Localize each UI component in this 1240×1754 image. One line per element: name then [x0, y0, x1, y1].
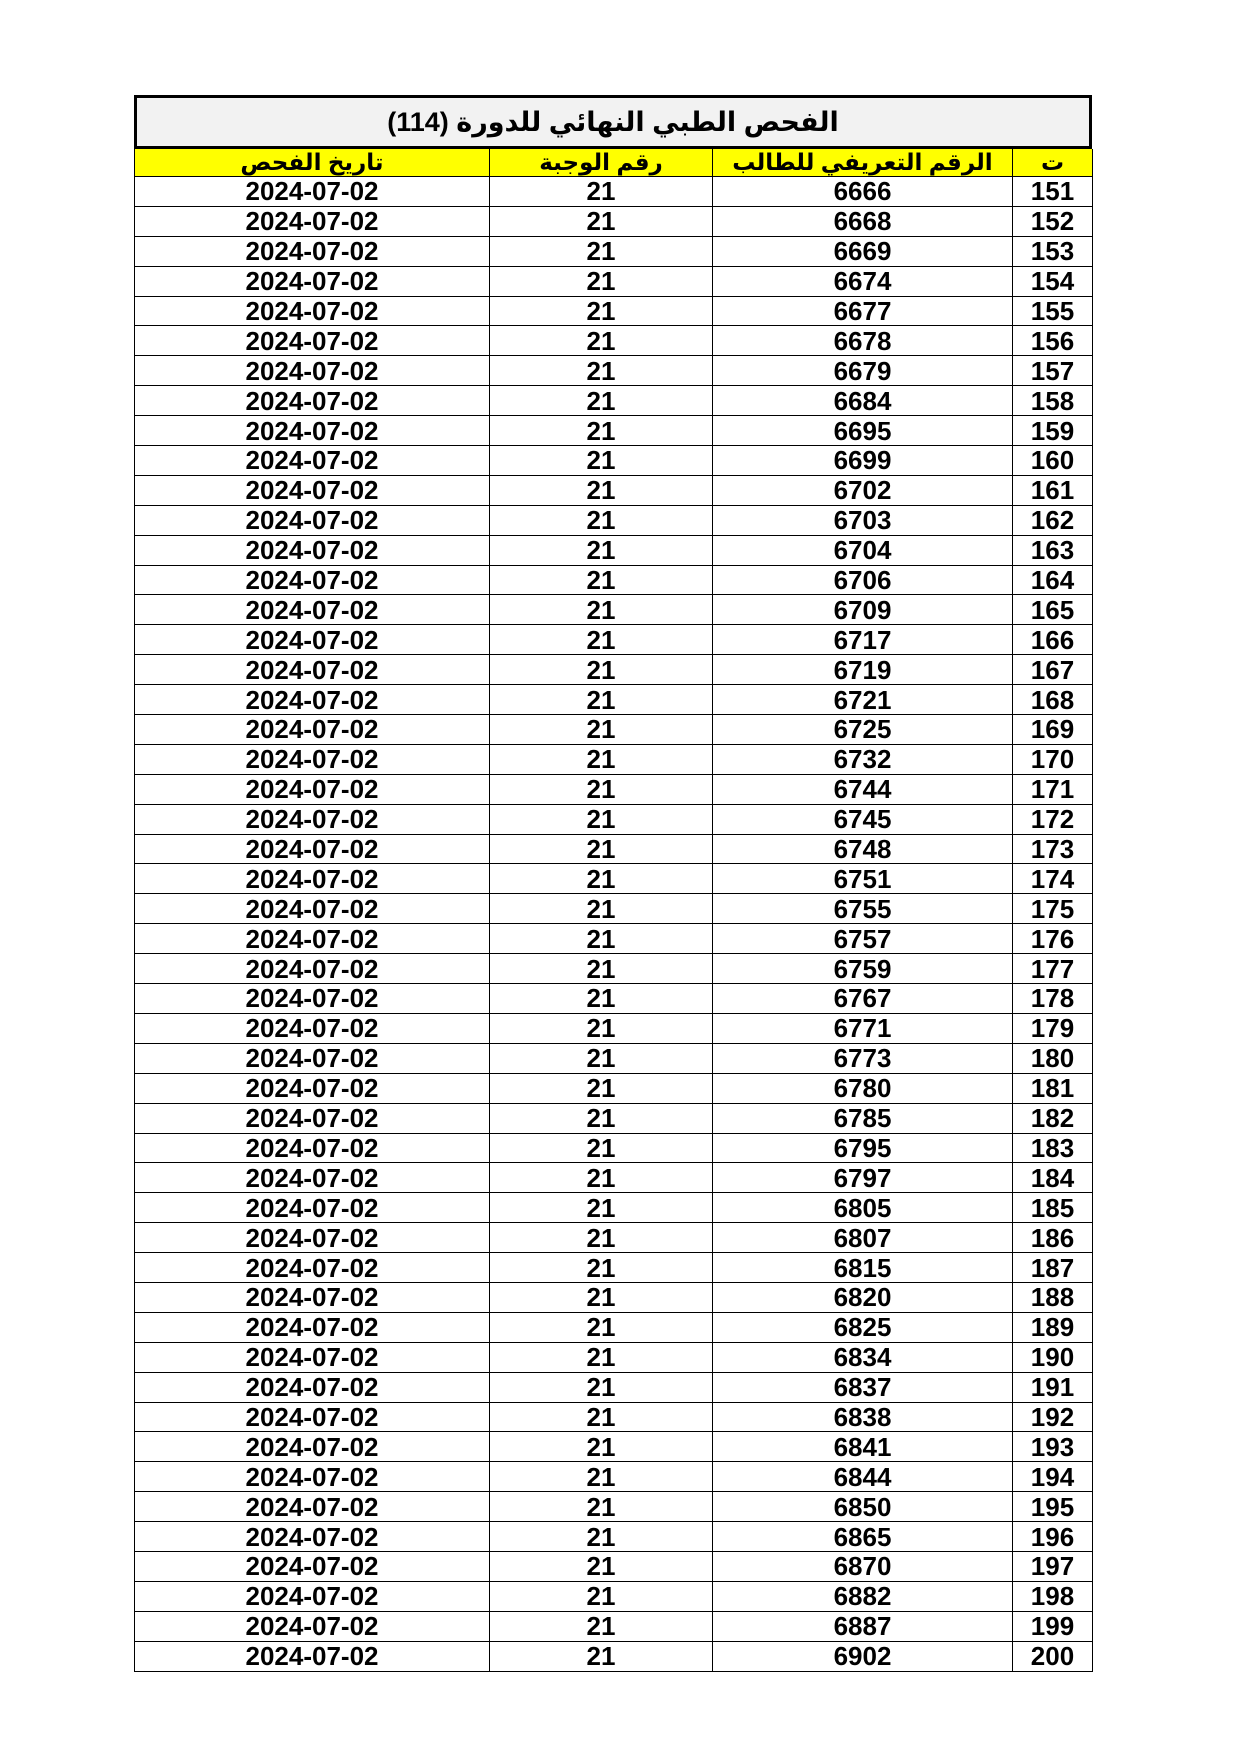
cell-no: 165 — [1013, 595, 1093, 625]
cell-exam-date: 2024-07-02 — [135, 206, 490, 236]
cell-no: 188 — [1013, 1282, 1093, 1312]
header-student-id: الرقم التعريفي للطالب — [713, 149, 1013, 177]
table-header-row — [135, 149, 1093, 177]
cell-student-id: 6744 — [713, 774, 1013, 804]
cell-no: 183 — [1013, 1133, 1093, 1163]
cell-meal-no: 21 — [490, 475, 713, 505]
document-title: الفحص الطبي النهائي للدورة (114) — [134, 95, 1092, 149]
cell-meal-no: 21 — [490, 1223, 713, 1253]
cell-exam-date: 2024-07-02 — [135, 924, 490, 954]
cell-exam-date: 2024-07-02 — [135, 1312, 490, 1342]
cell-no: 156 — [1013, 326, 1093, 356]
cell-meal-no: 21 — [490, 266, 713, 296]
cell-meal-no: 21 — [490, 1193, 713, 1223]
cell-no: 200 — [1013, 1641, 1093, 1671]
cell-no: 191 — [1013, 1372, 1093, 1402]
cell-exam-date: 2024-07-02 — [135, 1432, 490, 1462]
table-row — [135, 1611, 1093, 1641]
header-no: ت — [1013, 149, 1093, 177]
cell-no: 168 — [1013, 685, 1093, 715]
table-row — [135, 1103, 1093, 1133]
table-row — [135, 505, 1093, 535]
table-row — [135, 356, 1093, 386]
cell-no: 155 — [1013, 296, 1093, 326]
cell-meal-no: 21 — [490, 744, 713, 774]
cell-no: 186 — [1013, 1223, 1093, 1253]
cell-no: 178 — [1013, 984, 1093, 1014]
cell-meal-no: 21 — [490, 804, 713, 834]
cell-no: 174 — [1013, 864, 1093, 894]
cell-student-id: 6695 — [713, 416, 1013, 446]
table-row — [135, 864, 1093, 894]
cell-no: 171 — [1013, 774, 1093, 804]
table-row — [135, 1312, 1093, 1342]
cell-meal-no: 21 — [490, 1043, 713, 1073]
table-row — [135, 386, 1093, 416]
table-row — [135, 206, 1093, 236]
cell-student-id: 6706 — [713, 565, 1013, 595]
cell-exam-date: 2024-07-02 — [135, 1103, 490, 1133]
cell-exam-date: 2024-07-02 — [135, 625, 490, 655]
table-row — [135, 1133, 1093, 1163]
cell-no: 192 — [1013, 1402, 1093, 1432]
cell-no: 182 — [1013, 1103, 1093, 1133]
cell-exam-date: 2024-07-02 — [135, 685, 490, 715]
cell-student-id: 6674 — [713, 266, 1013, 296]
cell-no: 152 — [1013, 206, 1093, 236]
cell-meal-no: 21 — [490, 296, 713, 326]
cell-student-id: 6815 — [713, 1253, 1013, 1283]
cell-exam-date: 2024-07-02 — [135, 864, 490, 894]
cell-no: 184 — [1013, 1163, 1093, 1193]
cell-meal-no: 21 — [490, 236, 713, 266]
cell-student-id: 6771 — [713, 1013, 1013, 1043]
cell-exam-date: 2024-07-02 — [135, 296, 490, 326]
table-row — [135, 834, 1093, 864]
cell-meal-no: 21 — [490, 505, 713, 535]
header-exam-date: تاريخ الفحص — [135, 149, 490, 177]
cell-exam-date: 2024-07-02 — [135, 1193, 490, 1223]
cell-meal-no: 21 — [490, 595, 713, 625]
cell-meal-no: 21 — [490, 1133, 713, 1163]
cell-student-id: 6703 — [713, 505, 1013, 535]
table-row — [135, 1402, 1093, 1432]
cell-meal-no: 21 — [490, 834, 713, 864]
table-body — [135, 177, 1093, 1672]
cell-no: 197 — [1013, 1551, 1093, 1581]
cell-meal-no: 21 — [490, 1522, 713, 1552]
table-row — [135, 625, 1093, 655]
table-row — [135, 1043, 1093, 1073]
cell-student-id: 6759 — [713, 954, 1013, 984]
cell-exam-date: 2024-07-02 — [135, 804, 490, 834]
cell-student-id: 6825 — [713, 1312, 1013, 1342]
table-row — [135, 685, 1093, 715]
cell-meal-no: 21 — [490, 416, 713, 446]
cell-meal-no: 21 — [490, 954, 713, 984]
table-row — [135, 326, 1093, 356]
cell-exam-date: 2024-07-02 — [135, 446, 490, 476]
cell-no: 175 — [1013, 894, 1093, 924]
table-row — [135, 1282, 1093, 1312]
cell-student-id: 6870 — [713, 1551, 1013, 1581]
cell-student-id: 6757 — [713, 924, 1013, 954]
exam-table — [134, 149, 1093, 1672]
cell-student-id: 6785 — [713, 1103, 1013, 1133]
cell-meal-no: 21 — [490, 1611, 713, 1641]
table-row — [135, 1551, 1093, 1581]
cell-meal-no: 21 — [490, 1492, 713, 1522]
cell-meal-no: 21 — [490, 1312, 713, 1342]
cell-exam-date: 2024-07-02 — [135, 177, 490, 207]
cell-exam-date: 2024-07-02 — [135, 1522, 490, 1552]
cell-meal-no: 21 — [490, 177, 713, 207]
cell-meal-no: 21 — [490, 924, 713, 954]
table-row — [135, 1163, 1093, 1193]
cell-meal-no: 21 — [490, 984, 713, 1014]
cell-student-id: 6844 — [713, 1462, 1013, 1492]
cell-student-id: 6669 — [713, 236, 1013, 266]
cell-no: 196 — [1013, 1522, 1093, 1552]
cell-exam-date: 2024-07-02 — [135, 1581, 490, 1611]
table-row — [135, 1372, 1093, 1402]
cell-meal-no: 21 — [490, 1432, 713, 1462]
cell-exam-date: 2024-07-02 — [135, 894, 490, 924]
table-row — [135, 774, 1093, 804]
cell-exam-date: 2024-07-02 — [135, 834, 490, 864]
cell-no: 170 — [1013, 744, 1093, 774]
cell-student-id: 6850 — [713, 1492, 1013, 1522]
cell-meal-no: 21 — [490, 1073, 713, 1103]
cell-meal-no: 21 — [490, 1282, 713, 1312]
cell-exam-date: 2024-07-02 — [135, 1611, 490, 1641]
cell-exam-date: 2024-07-02 — [135, 386, 490, 416]
cell-meal-no: 21 — [490, 655, 713, 685]
cell-meal-no: 21 — [490, 535, 713, 565]
cell-no: 157 — [1013, 356, 1093, 386]
table-row — [135, 1223, 1093, 1253]
table-row — [135, 804, 1093, 834]
cell-exam-date: 2024-07-02 — [135, 1073, 490, 1103]
cell-meal-no: 21 — [490, 1462, 713, 1492]
table-row — [135, 924, 1093, 954]
cell-student-id: 6748 — [713, 834, 1013, 864]
table-row — [135, 177, 1093, 207]
cell-student-id: 6732 — [713, 744, 1013, 774]
cell-student-id: 6666 — [713, 177, 1013, 207]
cell-student-id: 6882 — [713, 1581, 1013, 1611]
cell-student-id: 6767 — [713, 984, 1013, 1014]
table-row — [135, 894, 1093, 924]
cell-no: 181 — [1013, 1073, 1093, 1103]
cell-meal-no: 21 — [490, 1641, 713, 1671]
table-row — [135, 565, 1093, 595]
cell-meal-no: 21 — [490, 356, 713, 386]
cell-meal-no: 21 — [490, 446, 713, 476]
table-row — [135, 236, 1093, 266]
cell-meal-no: 21 — [490, 1253, 713, 1283]
cell-student-id: 6902 — [713, 1641, 1013, 1671]
table-row — [135, 1253, 1093, 1283]
cell-student-id: 6709 — [713, 595, 1013, 625]
cell-no: 159 — [1013, 416, 1093, 446]
cell-meal-no: 21 — [490, 715, 713, 745]
cell-meal-no: 21 — [490, 894, 713, 924]
table-row — [135, 595, 1093, 625]
cell-no: 169 — [1013, 715, 1093, 745]
cell-student-id: 6668 — [713, 206, 1013, 236]
cell-exam-date: 2024-07-02 — [135, 535, 490, 565]
cell-exam-date: 2024-07-02 — [135, 954, 490, 984]
cell-exam-date: 2024-07-02 — [135, 744, 490, 774]
cell-no: 180 — [1013, 1043, 1093, 1073]
cell-meal-no: 21 — [490, 774, 713, 804]
cell-student-id: 6755 — [713, 894, 1013, 924]
cell-exam-date: 2024-07-02 — [135, 1043, 490, 1073]
cell-student-id: 6745 — [713, 804, 1013, 834]
cell-meal-no: 21 — [490, 1163, 713, 1193]
table-row — [135, 446, 1093, 476]
cell-exam-date: 2024-07-02 — [135, 1462, 490, 1492]
cell-student-id: 6704 — [713, 535, 1013, 565]
cell-meal-no: 21 — [490, 326, 713, 356]
cell-exam-date: 2024-07-02 — [135, 326, 490, 356]
cell-student-id: 6679 — [713, 356, 1013, 386]
cell-student-id: 6865 — [713, 1522, 1013, 1552]
cell-no: 154 — [1013, 266, 1093, 296]
cell-exam-date: 2024-07-02 — [135, 1223, 490, 1253]
cell-meal-no: 21 — [490, 1402, 713, 1432]
cell-exam-date: 2024-07-02 — [135, 416, 490, 446]
cell-meal-no: 21 — [490, 1551, 713, 1581]
cell-student-id: 6678 — [713, 326, 1013, 356]
cell-meal-no: 21 — [490, 386, 713, 416]
table-row — [135, 416, 1093, 446]
cell-student-id: 6780 — [713, 1073, 1013, 1103]
cell-no: 166 — [1013, 625, 1093, 655]
cell-no: 173 — [1013, 834, 1093, 864]
cell-no: 151 — [1013, 177, 1093, 207]
cell-no: 190 — [1013, 1342, 1093, 1372]
cell-exam-date: 2024-07-02 — [135, 1402, 490, 1432]
cell-exam-date: 2024-07-02 — [135, 1282, 490, 1312]
cell-student-id: 6834 — [713, 1342, 1013, 1372]
cell-exam-date: 2024-07-02 — [135, 1641, 490, 1671]
cell-student-id: 6721 — [713, 685, 1013, 715]
cell-no: 160 — [1013, 446, 1093, 476]
table-row — [135, 744, 1093, 774]
cell-student-id: 6805 — [713, 1193, 1013, 1223]
table-row — [135, 715, 1093, 745]
cell-student-id: 6887 — [713, 1611, 1013, 1641]
cell-student-id: 6717 — [713, 625, 1013, 655]
table-row — [135, 1013, 1093, 1043]
cell-exam-date: 2024-07-02 — [135, 1551, 490, 1581]
cell-student-id: 6677 — [713, 296, 1013, 326]
cell-student-id: 6719 — [713, 655, 1013, 685]
cell-student-id: 6838 — [713, 1402, 1013, 1432]
cell-meal-no: 21 — [490, 1342, 713, 1372]
cell-student-id: 6725 — [713, 715, 1013, 745]
cell-meal-no: 21 — [490, 1372, 713, 1402]
table-row — [135, 1641, 1093, 1671]
cell-no: 161 — [1013, 475, 1093, 505]
table-row — [135, 1522, 1093, 1552]
header-meal-no: رقم الوجبة — [490, 149, 713, 177]
cell-exam-date: 2024-07-02 — [135, 774, 490, 804]
cell-no: 164 — [1013, 565, 1093, 595]
table-row — [135, 1342, 1093, 1372]
cell-student-id: 6837 — [713, 1372, 1013, 1402]
cell-no: 172 — [1013, 804, 1093, 834]
cell-student-id: 6820 — [713, 1282, 1013, 1312]
cell-meal-no: 21 — [490, 685, 713, 715]
cell-no: 167 — [1013, 655, 1093, 685]
cell-student-id: 6684 — [713, 386, 1013, 416]
cell-no: 162 — [1013, 505, 1093, 535]
cell-exam-date: 2024-07-02 — [135, 1492, 490, 1522]
table-row — [135, 1432, 1093, 1462]
table-row — [135, 655, 1093, 685]
cell-exam-date: 2024-07-02 — [135, 565, 490, 595]
cell-no: 158 — [1013, 386, 1093, 416]
cell-no: 195 — [1013, 1492, 1093, 1522]
table-row — [135, 1581, 1093, 1611]
cell-exam-date: 2024-07-02 — [135, 266, 490, 296]
cell-meal-no: 21 — [490, 206, 713, 236]
cell-exam-date: 2024-07-02 — [135, 1253, 490, 1283]
table-row — [135, 1462, 1093, 1492]
cell-meal-no: 21 — [490, 625, 713, 655]
cell-student-id: 6702 — [713, 475, 1013, 505]
cell-student-id: 6699 — [713, 446, 1013, 476]
cell-student-id: 6795 — [713, 1133, 1013, 1163]
cell-no: 176 — [1013, 924, 1093, 954]
cell-exam-date: 2024-07-02 — [135, 505, 490, 535]
cell-exam-date: 2024-07-02 — [135, 715, 490, 745]
cell-exam-date: 2024-07-02 — [135, 1163, 490, 1193]
table-row — [135, 266, 1093, 296]
table-row — [135, 1073, 1093, 1103]
cell-exam-date: 2024-07-02 — [135, 984, 490, 1014]
cell-meal-no: 21 — [490, 1013, 713, 1043]
cell-exam-date: 2024-07-02 — [135, 1372, 490, 1402]
cell-no: 198 — [1013, 1581, 1093, 1611]
cell-exam-date: 2024-07-02 — [135, 475, 490, 505]
cell-exam-date: 2024-07-02 — [135, 356, 490, 386]
cell-no: 199 — [1013, 1611, 1093, 1641]
table-row — [135, 984, 1093, 1014]
cell-meal-no: 21 — [490, 565, 713, 595]
cell-no: 185 — [1013, 1193, 1093, 1223]
cell-no: 193 — [1013, 1432, 1093, 1462]
cell-student-id: 6807 — [713, 1223, 1013, 1253]
cell-student-id: 6841 — [713, 1432, 1013, 1462]
cell-no: 177 — [1013, 954, 1093, 984]
cell-student-id: 6751 — [713, 864, 1013, 894]
table-row — [135, 1193, 1093, 1223]
cell-exam-date: 2024-07-02 — [135, 595, 490, 625]
cell-no: 194 — [1013, 1462, 1093, 1492]
cell-no: 163 — [1013, 535, 1093, 565]
table-row — [135, 296, 1093, 326]
table-row — [135, 954, 1093, 984]
cell-no: 153 — [1013, 236, 1093, 266]
cell-exam-date: 2024-07-02 — [135, 1013, 490, 1043]
table-row — [135, 535, 1093, 565]
cell-no: 187 — [1013, 1253, 1093, 1283]
cell-no: 189 — [1013, 1312, 1093, 1342]
document-sheet — [134, 95, 1092, 1672]
cell-student-id: 6773 — [713, 1043, 1013, 1073]
cell-exam-date: 2024-07-02 — [135, 236, 490, 266]
table-row — [135, 475, 1093, 505]
cell-exam-date: 2024-07-02 — [135, 655, 490, 685]
cell-exam-date: 2024-07-02 — [135, 1133, 490, 1163]
cell-no: 179 — [1013, 1013, 1093, 1043]
cell-exam-date: 2024-07-02 — [135, 1342, 490, 1372]
cell-meal-no: 21 — [490, 1581, 713, 1611]
table-row — [135, 1492, 1093, 1522]
cell-meal-no: 21 — [490, 864, 713, 894]
cell-meal-no: 21 — [490, 1103, 713, 1133]
cell-student-id: 6797 — [713, 1163, 1013, 1193]
